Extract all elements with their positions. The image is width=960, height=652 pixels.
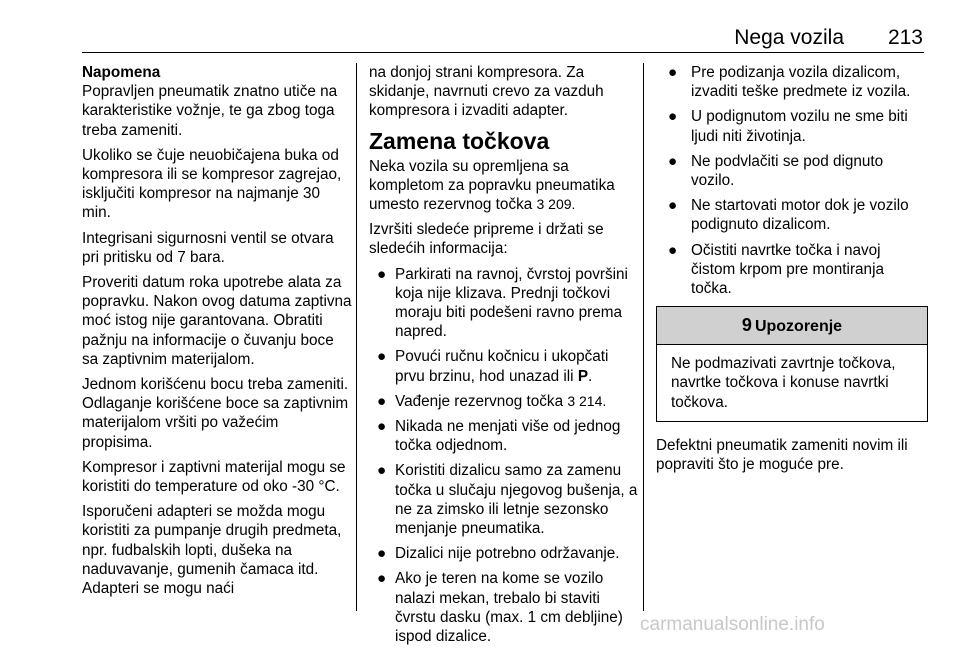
bullet-icon: ● — [377, 462, 387, 480]
list-item — [656, 107, 928, 145]
column-1 — [82, 63, 352, 604]
bullet-icon: ● — [668, 64, 678, 81]
closing-paragraph: Defektni pneumatik zameniti novim ili popraviti što je moguće pre. — [656, 436, 908, 474]
column-divider-1 — [356, 63, 357, 611]
bullet-icon: ● — [377, 570, 387, 588]
note-paragraph-1: Popravljen pneumatik znatno utiče na karakteristike vožnje, te ga zbog toga treba zameniti. — [82, 83, 338, 139]
bullet-icon: ● — [377, 265, 387, 283]
page-reference-link[interactable]: 3 209. — [536, 196, 576, 213]
header-rule — [82, 52, 924, 53]
list-item-punct: . — [588, 367, 593, 385]
note-title: Napomena — [82, 64, 161, 81]
list-item-text: U podignutom vozilu ne sme biti ljudi niti životinja. — [691, 108, 908, 145]
warning-header — [657, 307, 927, 345]
list-item-text: Ako je teren na kome se vozilo nalazi mekan, trebalo bi staviti čvrstu dasku (max. 1 cm debljine) ispod dizalice. — [395, 570, 623, 646]
warning-title: Upozorenje — [754, 318, 843, 336]
list-item — [369, 417, 639, 455]
column-3 — [656, 63, 928, 480]
bullet-icon: ● — [668, 241, 678, 259]
note-paragraph-5: Jednom korišćenu bocu treba zameniti. Odlaganje korišćene boce sa zaptivnim materijalom vršiti po važećim propisima. — [82, 376, 349, 451]
bullet-icon: ● — [377, 545, 387, 563]
preparation-list — [369, 265, 639, 647]
note-paragraph-2: Ukoliko se čuje neuobičajena buka od kompresora ili se kompresor zagrejao, isključiti kompresor na najmanje 30 min. — [82, 146, 342, 222]
watermark: carmanualsonline.info — [640, 614, 825, 635]
list-item-text: Parkirati na ravnoj, čvrstoj površini koja nije klizava. Prednji točkovi moraju biti podešeni ravno prema napred. — [395, 265, 628, 341]
warning-icon: 9 — [741, 315, 752, 336]
continued-paragraph: na donjoj strani kompresora. Za skidanje, navrnuti crevo za vazduh kompresora i izvaditi adapter. — [369, 64, 604, 120]
list-item — [656, 241, 928, 299]
list-item — [369, 569, 639, 646]
list-item-text: Povući ručnu kočnicu i ukopčati prvu brzinu, hod unazad ili — [395, 348, 609, 385]
bullet-icon: ● — [377, 392, 387, 410]
list-item — [369, 347, 639, 385]
intro-paragraph — [369, 157, 639, 215]
bullet-icon: ● — [377, 348, 387, 366]
list-item — [656, 152, 928, 190]
list-item-text: Očistiti navrtke točka i navoj čistom krpom pre montiranja točka. — [691, 241, 884, 298]
safety-list — [656, 63, 928, 298]
list-item-text: Vađenje rezervnog točka — [395, 392, 564, 410]
list-item-text: Koristiti dizalicu samo za zamenu točka u slučaju njegovog bušenja, a ne za zimsko ili letnje sezonsko menjanje pneumatika. — [395, 462, 638, 538]
list-item-text: Ne startovati motor dok je vozilo podignuto dizalicom. — [691, 197, 909, 234]
list-item — [369, 544, 639, 563]
list-item-text: Ne podvlačiti se pod dignuto vozilo. — [691, 152, 884, 190]
warning-box — [656, 306, 928, 422]
note-paragraph-7: Isporučeni adapteri se možda mogu koristiti za pumpanje drugih predmeta, npr. fudbalskih lopti, dušeka na naduvavanje, gumenih čamaca itd. Adapteri se mogu naći — [82, 503, 342, 598]
note-paragraph-3: Integrisani sigurnosni ventil se otvara pri pritisku od 7 bara. — [82, 229, 334, 266]
gear-position-label: P — [577, 367, 589, 385]
page-number: 213 — [887, 26, 923, 49]
list-item — [369, 461, 639, 538]
list-item — [656, 196, 928, 234]
list-item — [369, 265, 639, 342]
intro-text: Neka vozila su opremljena sa kompletom za popravku pneumatika umesto rezervnog točka — [369, 157, 615, 214]
column-2 — [369, 63, 639, 652]
bullet-icon: ● — [668, 152, 678, 170]
page-header — [0, 26, 960, 54]
bullet-icon: ● — [668, 108, 678, 126]
list-item — [656, 63, 928, 101]
note-paragraph-4: Proveriti datum roka upotrebe alata za popravku. Nakon ovog datuma zaptivna moć istog nije garantovana. Obratiti pažnju na informacije o čuvanju boce sa zaptivnim materijalom. — [82, 274, 352, 368]
list-item-text: Pre podizanja vozila dizalicom, izvaditi teške predmete iz vozila. — [691, 64, 911, 101]
list-item-text: Dizalici nije potrebno održavanje. — [395, 545, 620, 563]
bullet-icon: ● — [377, 418, 387, 436]
list-item-text: Nikada ne menjati više od jednog točka odjednom. — [395, 418, 621, 455]
page-reference-link[interactable]: 3 214. — [567, 392, 607, 409]
section-heading: Zamena točkova — [369, 127, 550, 154]
note-paragraph-6: Kompresor i zaptivni materijal mogu se koristiti do temperature od oko -30 °C. — [82, 458, 346, 496]
warning-body: Ne podmazivati zavrtnje točkova, navrtke točkova i konuse navrtki točkova. — [671, 355, 896, 411]
instructions-paragraph: Izvršiti sledeće pripreme i držati se sledećih informacija: — [369, 221, 604, 258]
column-divider-2 — [643, 63, 644, 611]
section-title: Nega vozila — [734, 26, 844, 49]
bullet-icon: ● — [668, 197, 678, 215]
list-item — [369, 392, 639, 411]
